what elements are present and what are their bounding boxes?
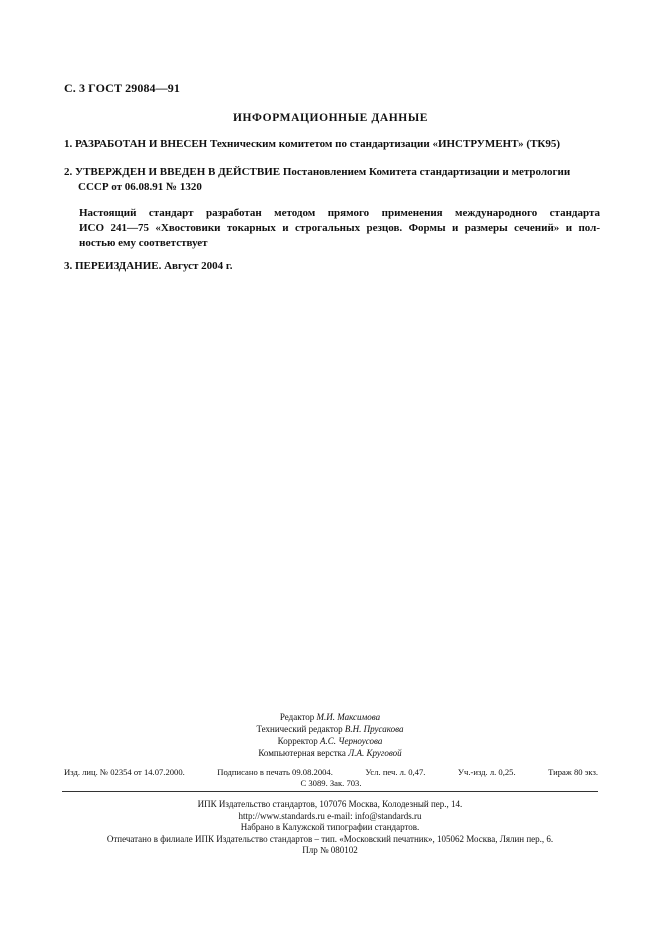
credit-tech-editor-role: Технический редактор [256, 724, 343, 734]
publisher-line-3: Набрано в Калужской типографии стандартов. [240, 822, 420, 833]
publisher-line-4: Отпечатано в филиале ИПК Издательство стандартов – тип. «Московский печатник», 105062 Москва, Лялин пер., 6. [106, 833, 554, 844]
info-item-2-head: 2. УТВЕРЖДЕН И ВВЕДЕН В ДЕЙСТВИЕ [64, 166, 281, 178]
info-item-2 [64, 165, 600, 195]
paragraph-line-2: ИСО 241—75 «Хвостовики токарных и строгальных резцов. Формы и размеры сечений» и пол- [79, 222, 600, 234]
credit-tech-editor [180, 723, 480, 735]
credit-layout-name: Л.А. Круговой [348, 748, 402, 758]
section-title: ИНФОРМАЦИОННЫЕ ДАННЫЕ [232, 112, 429, 124]
credit-corrector-role: Корректор [277, 736, 318, 746]
publisher-line-2: http://www.standards.ru e-mail: info@standards.ru [238, 810, 422, 821]
info-item-2-text-line1: Постановлением Комитета стандартизации и метрологии [282, 166, 571, 178]
info-item-1-head: 1. РАЗРАБОТАН И ВНЕСЕН [64, 138, 208, 150]
imprint-order: С 3089. Зак. 703. [300, 778, 362, 788]
info-item-3-text: Август 2004 г. [164, 260, 233, 272]
imprint-pub-sheets: Уч.-изд. л. 0,25. [457, 767, 516, 777]
credit-layout [180, 747, 480, 759]
running-head: С. 3 ГОСТ 29084—91 [64, 81, 180, 95]
imprint-block [64, 767, 598, 789]
imprint-circulation: Тираж 80 экз. [548, 767, 598, 777]
info-item-3-head: 3. ПЕРЕИЗДАНИЕ. [64, 260, 162, 272]
credits-block [180, 711, 480, 759]
horizontal-rule [62, 791, 598, 792]
publisher-line-1: ИПК Издательство стандартов, 107076 Москва, Колодезный пер., 14. [197, 799, 463, 809]
info-item-1-text: Техническим комитетом по стандартизации «ИНСТРУМЕНТ» (ТК95) [209, 138, 561, 150]
credit-editor-role: Редактор [279, 712, 315, 722]
credit-corrector [180, 735, 480, 747]
publisher-block [40, 799, 620, 857]
credit-editor-name: М.И. Максимова [316, 712, 381, 722]
imprint-row [64, 767, 598, 778]
publisher-line-5: Плр № 080102 [302, 845, 358, 856]
credit-corrector-name: А.С. Черноусова [320, 736, 383, 746]
info-item-3 [64, 259, 600, 274]
credit-editor [180, 711, 480, 723]
paragraph-line-1: Настоящий стандарт разработан методом прямого применения международного стандарта [79, 207, 600, 219]
info-item-2-text-line2: СССР от 06.08.91 № 1320 [78, 181, 202, 193]
standard-note-paragraph [79, 206, 600, 251]
credit-tech-editor-name: В.Н. Прусакова [344, 724, 404, 734]
imprint-signed: Подписано в печать 09.08.2004. [217, 767, 333, 777]
imprint-license: Изд. лиц. № 02354 от 14.07.2000. [64, 767, 185, 777]
info-item-1 [64, 137, 600, 152]
imprint-print-sheets: Усл. печ. л. 0,47. [365, 767, 426, 777]
paragraph-line-3: ностью ему соответствует [79, 237, 208, 249]
credit-layout-role: Компьютерная верстка [258, 748, 346, 758]
